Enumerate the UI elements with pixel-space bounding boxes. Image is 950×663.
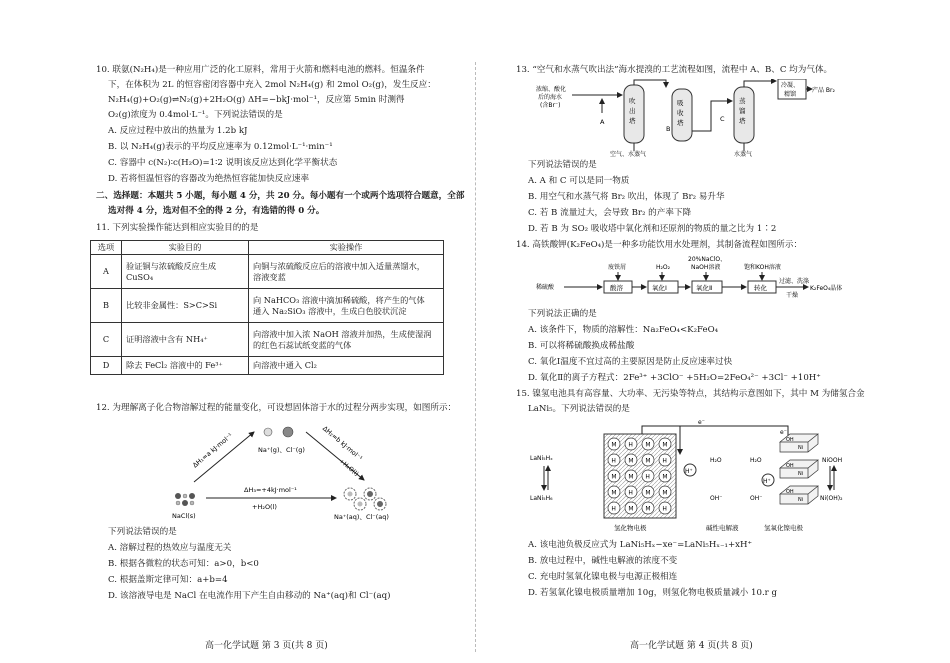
table-row: [91, 357, 444, 375]
row-operation: 向溶液中加入浓 NaOH 溶液并加热，生成使湿润 的红色石蕊试纸变蓝的气体: [249, 323, 444, 357]
ions-aq-label: Na⁺(aq)、Cl⁻(aq): [334, 513, 389, 521]
header-goal: 实验目的: [122, 241, 249, 255]
q15-option-d: D. 若氢氧化镍电极质量增加 10g，则氢化物电极质量减小 10.r g: [528, 588, 778, 598]
q15-option-c: C. 充电时氢氧化镍电极与电源正极相连: [528, 572, 678, 582]
row-operation: 向 NaHCO₃ 溶液中滴加稀硫酸，将产生的气体 通入 Na₂SiO₃ 溶液中，生成白色胶状沉淀: [249, 289, 444, 323]
alloy-particle-label: M: [611, 473, 617, 481]
ions-gas-label: Na⁺(g)、Cl⁻(g): [258, 446, 305, 454]
alloy-particle-label: M: [628, 473, 634, 481]
plate-label-oh: OH: [786, 463, 794, 469]
q14-option-a: A. 该条件下，物质的溶解性：Na₂FeO₄<K₂FeO₄: [528, 325, 719, 335]
step2-label: 氧化Ⅰ: [652, 284, 667, 292]
nacl-label: NaCl(s): [172, 512, 196, 520]
row-option: A: [91, 255, 122, 289]
q12-option-a: A. 溶解过程的热效应与温度无关: [108, 543, 232, 553]
q14-prompt: 下列说法正确的是: [528, 309, 597, 319]
dilute-acid: 稀硫酸: [536, 284, 555, 291]
q10-option-a: A. 反应过程中放出的热量为 1.2b kJ: [108, 126, 248, 136]
dh1-label: ΔH₁=a kJ·mol⁻¹: [191, 431, 235, 470]
nickel-hydroxide-plates: [780, 434, 818, 504]
q11-table: [90, 240, 444, 375]
q10-equation: N₂H₄(g)+O₂(g)⇌N₂(g)+2H₂O(g) ΔH=−bkJ·mol⁻¹，反应第 5min 时测得: [108, 95, 405, 105]
dh3-label: ΔH₃=+4kJ·mol⁻¹: [244, 486, 297, 494]
koh-reagent: 饱和KOH溶液: [744, 264, 781, 271]
plate-label-oh: OH: [786, 489, 794, 495]
dry-label: 干燥: [786, 292, 799, 299]
gas-a-label: A: [600, 118, 605, 126]
q11-stem: 11. 下列实验操作能达到相应实验目的的是: [96, 223, 259, 233]
tower2-char: 吸: [677, 99, 684, 107]
alloy-particle-label: H: [628, 441, 633, 449]
q15-battery-figure: [530, 420, 850, 532]
alloy-particle-label: M: [611, 441, 617, 449]
electron-label-2: e⁻: [780, 429, 787, 436]
alloy-particle-label: H: [662, 457, 667, 465]
alloy-particle-label: H: [611, 505, 616, 513]
q10-stem-line4: O₂(g)浓度为 0.4mol·L⁻¹。下列说法错误的是: [108, 110, 283, 120]
nioh2-label: Ni(OH)₂: [820, 495, 843, 502]
product-br2: 产品 Br₂: [812, 87, 835, 94]
oh-2: OH⁻: [750, 495, 763, 502]
q13-stem: 13. “空气和水蒸气吹出法”海水提溴的工艺流程如图，流程中 A、B、C 均为气体。: [516, 65, 833, 75]
hplus-1: H⁺: [685, 468, 693, 475]
row-option: D: [91, 357, 122, 375]
table-row: [91, 289, 444, 323]
alloy-particle-label: H: [662, 505, 667, 513]
plate-label-ni: Ni: [798, 471, 804, 477]
alloy-particle-label: H: [628, 489, 633, 497]
row-goal: 除去 FeCl₂ 溶液中的 Fe³⁺: [122, 357, 249, 375]
tower3-char: 馏: [739, 107, 746, 115]
hydride-electrode-label: 氢化物电极: [614, 524, 647, 532]
q10-option-c: C. 容器中 c(N₂)∶c(H₂O)=1∶2 说明该反应达到化学平衡状态: [108, 158, 338, 168]
electron-label-1: e⁻: [698, 420, 705, 426]
plate-label-ni: Ni: [798, 497, 804, 503]
header-operation: 实验操作: [249, 241, 444, 255]
q14-flow-figure: [536, 255, 856, 307]
q10-option-b: B. 以 N₂H₄(g)表示的平均反应速率为 0.12mol·L⁻¹·min⁻¹: [108, 142, 333, 152]
q14-option-d: D. 氧化Ⅱ的离子方程式：2Fe³⁺ +3ClO⁻ +5H₂O=2FeO₄²⁻ +3Cl⁻ +10H⁺: [528, 373, 821, 383]
distillation-tower: [734, 87, 754, 143]
q10-stem-line1: 10. 联氨(N₂H₄)是一种应用广泛的化工原料，常用于火箭和燃料电池的燃料。恒温条件: [96, 65, 425, 75]
steam-label: 水蒸气: [734, 151, 753, 157]
nacl-lattice: [175, 493, 195, 506]
water-bottom-label: +H₂O(l): [252, 503, 277, 511]
step4-label: 转化: [754, 284, 767, 292]
table-row: [91, 255, 444, 289]
q14-stem: 14. 高铁酸钾(K₂FeO₄)是一种多功能饮用水处理剂，其制备流程如图所示：: [516, 240, 803, 250]
step1-label: 酸溶: [610, 284, 623, 292]
page-divider: [475, 62, 476, 652]
plate-label-ni: Ni: [798, 445, 804, 451]
q13-option-a: A. A 和 C 可以是同一物质: [528, 176, 630, 186]
q12-stem: 12. 为理解离子化合物溶解过程的能量变化，可设想固体溶于水的过程分两步实现，如图所示：: [96, 403, 457, 413]
q12-option-b: B. 根据各微粒的状态可知：a>0，b<0: [108, 559, 259, 569]
q13-option-d: D. 若 B 为 SO₂ 吸收塔中氧化剂和还原剂的物质的量之比为 1∶2: [528, 224, 777, 234]
air-steam-label: 空气、水蒸气: [610, 151, 647, 157]
k2feo4-product: K₂FeO₄晶体: [810, 285, 843, 292]
plate-label-oh: OH: [786, 437, 794, 443]
alloy-particle-label: H: [645, 473, 650, 481]
tower1-char: 出: [629, 107, 636, 115]
waste-iron: 废铁屑: [608, 264, 627, 271]
gas-c-label: C: [720, 115, 725, 123]
row-goal: 比较非金属性：S>C>Si: [122, 289, 249, 323]
tower1-char: 塔: [629, 117, 636, 125]
lani5h6-label: LaNi₅H₆: [530, 495, 553, 502]
alloy-particle-label: M: [611, 489, 617, 497]
filter-wash-label: 过滤、洗涤: [779, 278, 810, 285]
row-option: B: [91, 289, 122, 323]
q15-option-a: A. 该电池负极反应式为 LaNi₅Hₓ−xe⁻=LaNi₅Hₓ₋₁+xH⁺: [528, 540, 753, 550]
na-ion: [264, 428, 272, 436]
q12-option-d: D. 该溶液导电是 NaCl 在电流作用下产生自由移动的 Na⁺(aq)和 Cl⁻(aq): [108, 591, 391, 601]
q15-stem-line1: 15. 镍氢电池具有高容量、大功率、无污染等特点，其结构示意图如下，其中 M 为储氢合金: [516, 389, 865, 399]
lani5hx-label: LaNi₅Hₓ: [530, 455, 553, 462]
h2o-1: H₂O: [710, 457, 722, 464]
tower3-char: 蒸: [739, 97, 746, 105]
tower3-char: 塔: [739, 117, 746, 125]
alloy-particle-label: M: [662, 441, 668, 449]
table-header-row: [91, 241, 444, 255]
feed-line3: (含Br⁻): [540, 102, 561, 109]
alloy-particle-label: M: [645, 457, 651, 465]
q13-prompt: 下列说法错误的是: [528, 160, 597, 170]
section2-heading: 二、选择题：本题共 5 小题，每小题 4 分，共 20 分。每小题有一个或两个选项符合题意，全部: [96, 191, 465, 201]
q13-option-b: B. 用空气和水蒸气将 Br₂ 吹出，体现了 Br₂ 易升华: [528, 192, 725, 202]
niooh-label: NiOOH: [822, 457, 843, 464]
nickel-electrode-label: 氢氧化镍电极: [764, 524, 803, 532]
hplus-2: H⁺: [763, 478, 771, 485]
alloy-particle-label: H: [611, 457, 616, 465]
tower2-char: 收: [677, 109, 684, 117]
row-option: C: [91, 323, 122, 357]
h2o-2: H₂O: [750, 457, 762, 464]
water-diag-label: +H₂O(l): [337, 457, 360, 478]
alloy-particle-label: M: [662, 473, 668, 481]
row-operation: 向溶液中通入 Cl₂: [249, 357, 444, 375]
alloy-particle-label: M: [662, 489, 668, 497]
alloy-particle-label: M: [628, 457, 634, 465]
tower1-char: 吹: [629, 97, 636, 105]
h2o2-reagent: H₂O₂: [656, 264, 671, 271]
q12-prompt: 下列说法错误的是: [108, 527, 177, 537]
q10-stem-line2: 下，在体积为 2L 的恒容密闭容器中充入 2mol N₂H₄(g) 和 2mol O₂(g)，发生反应：: [108, 80, 436, 90]
q10-option-d: D. 若将恒温恒容的容器改为绝热恒容能加快反应速率: [108, 174, 310, 184]
feed-line1: 浓缩、酸化: [536, 86, 567, 93]
row-goal: 验证铜与浓硫酸反应生成 CuSO₄: [122, 255, 249, 289]
table-row: [91, 323, 444, 357]
hydrated-ions: [344, 488, 386, 510]
alloy-particle-label: M: [645, 505, 651, 513]
q14-option-b: B. 可以将稀硫酸换成稀盐酸: [528, 341, 635, 351]
dh2-label: ΔH₂=b kJ·mol⁻¹: [320, 424, 364, 463]
left-page-footer: 高一化学试题 第 3 页(共 8 页): [205, 641, 328, 651]
q12-energy-cycle-figure: [166, 420, 396, 522]
cl-ion: [283, 427, 293, 437]
alloy-particle-label: M: [645, 489, 651, 497]
naclo-reagent-line1: 20%NaClO、: [688, 256, 727, 263]
box-line2: 精馏: [784, 91, 797, 98]
tower2-char: 塔: [677, 119, 684, 127]
row-operation: 向铜与浓硫酸反应后的溶液中加入适量蒸馏水， 溶液变蓝: [249, 255, 444, 289]
box-line1: 冷凝、: [781, 82, 800, 89]
section2-heading-line2: 选对得 4 分，选对但不全的得 2 分，有选错的得 0 分。: [108, 206, 325, 216]
q14-option-c: C. 氧化Ⅰ温度不宜过高的主要原因是防止反应速率过快: [528, 357, 733, 367]
alloy-particle-label: M: [645, 441, 651, 449]
q12-option-c: C. 根据盖斯定律可知：a+b=4: [108, 575, 228, 585]
gas-b-label: B: [666, 125, 671, 133]
electrolyte-label: 碱性电解液: [706, 524, 739, 532]
step3-label: 氧化Ⅱ: [696, 284, 713, 292]
alloy-particle-label: M: [628, 505, 634, 513]
q13-flow-figure: [536, 79, 836, 157]
q15-stem-line2: LaNi₅。下列说法错误的是: [528, 404, 630, 414]
oh-1: OH⁻: [710, 495, 723, 502]
right-page-footer: 高一化学试题 第 4 页(共 8 页): [630, 641, 753, 651]
feed-line2: 后的海水: [538, 94, 563, 101]
q15-option-b: B. 放电过程中，碱性电解液的浓度不变: [528, 556, 678, 566]
header-option: 选项: [91, 241, 122, 255]
naclo-reagent-line2: NaOH溶液: [691, 264, 721, 271]
q13-option-c: C. 若 B 流量过大，会导致 Br₂ 的产率下降: [528, 208, 692, 218]
row-goal: 证明溶液中含有 NH₄⁺: [122, 323, 249, 357]
